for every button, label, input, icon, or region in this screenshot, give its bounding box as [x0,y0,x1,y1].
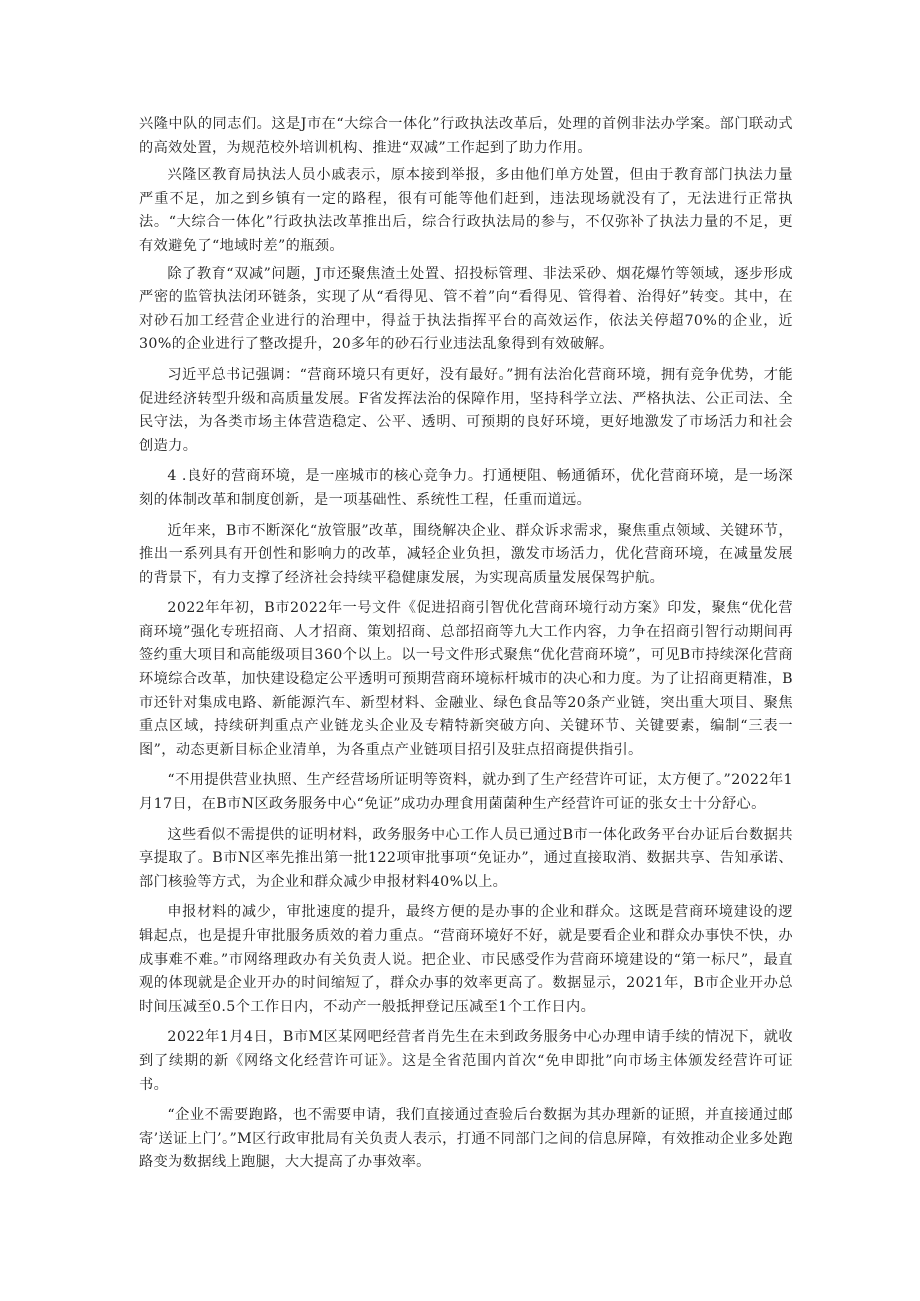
paragraph-9: 这些看似不需提供的证明材料，政务服务中心工作人员已通过B市一体化政务平台办证后台数据共享提取了。B市N区率先推出第一批122项审批事项“免证办”，通过直接取消、数据共享、告知承诺、部门核验等方式，为企业和群众减少申报材料40%以上。 [139,826,793,890]
paragraph-3: 除了教育“双减”问题，J市还聚焦渣土处置、招投标管理、非法采砂、烟花爆竹等领域，逐步形成严密的监管执法闭环链条，实现了从“看得见、管不着”向“看得见、管得着、治得好”转变。其中，在对砂石加工经营企业进行的治理中，得益于执法指挥平台的高效运作，依法关停超70%的企业，近30%的企业进行了整改提升，20多年的砂石行业违法乱象得到有效破解。 [139,265,793,353]
document-page [139,113,793,1175]
paragraph-6: 近年来，B市不断深化“放管服”改革，围绕解决企业、群众诉求需求，聚焦重点领域、关键环节，推出一系列具有开创性和影响力的改革，减轻企业负担，激发市场活力，优化营商环境，在减量发展的背景下，有力支撑了经济社会持续平稳健康发展，为实现高质量发展保驾护航。 [139,522,793,586]
paragraph-7: 2022年年初，B市2022年一号文件《促进招商引智优化营商环境行动方案》印发，聚焦“优化营商环境”强化专班招商、人才招商、策划招商、总部招商等九大工作内容，力争在招商引智行动期间再签约重大项目和高能级项目360个以上。以一号文件形式聚焦“优化营商环境”，可见B市持续深化营商环境综合改革，加快建设稳定公平透明可预期营商环境标杆城市的决心和力度。为了让招商更精准，B市还针对集成电路、新能源汽车、新型材料、金融业、绿色食品等20条产业链，突出重大项目、聚焦重点区域，持续研判重点产业链龙头企业及专精特新突破方向、关键环节、关键要素，编制“三表一图”，动态更新目标企业清单，为各重点产业链项目招引及驻点招商提供指引。 [139,600,793,758]
paragraph-4: 习近平总书记强调：“营商环境只有更好，没有最好。”拥有法治化营商环境，拥有竞争优势，才能促进经济转型升级和高质量发展。F省发挥法治的保障作用，坚持科学立法、严格执法、公正司法、全民守法，为各类市场主体营造稳定、公平、透明、可预期的良好环境，更好地激发了市场活力和社会创造力。 [139,366,793,454]
paragraph-10: 申报材料的减少，审批速度的提升，最终方便的是办事的企业和群众。这既是营商环境建设的逻辑起点，也是提升审批服务质效的着力重点。“营商环境好不好，就是要看企业和群众办事快不快，办成事难不难。”市网络理政办有关负责人说。把企业、市民感受作为营商环境建设的“第一标尺”，最直观的体现就是企业开办的时间缩短了，群众办事的效率更高了。数据显示，2021年，B市企业开办总时间压减至0.5个工作日内，不动产一般抵押登记压减至1个工作日内。 [139,904,793,1015]
paragraph-5: 4 .良好的营商环境，是一座城市的核心竞争力。打通梗阻、畅通循环，优化营商环境，是一场深刻的体制改革和制度创新，是一项基础性、系统性工程，任重而道远。 [139,468,793,508]
paragraph-8: “不用提供营业执照、生产经营场所证明等资料，就办到了生产经营许可证，太方便了。”2022年1月17日，在B市N区政务服务中心“免证”成功办理食用菌菌种生产经营许可证的张女士十分舒心。 [139,772,793,813]
paragraph-11: 2022年1月4日，B市M区某网吧经营者肖先生在未到政务服务中心办理申请手续的情况下，就收到了续期的新《网络文化经营许可证》。这是全省范围内首次“免申即批”向市场主体颁发经营许可证书。 [139,1029,793,1093]
paragraph-1: 兴隆中队的同志们。这是J市在“大综合一体化”行政执法改革后，处理的首例非法办学案。部门联动式的高效处置，为规范校外培训机构、推进“双减”工作起到了助力作用。 [139,116,793,156]
paragraph-2: 兴隆区教育局执法人员小戚表示，原本接到举报，多由他们单方处置，但由于教育部门执法力量严重不足，加之到乡镇有一定的路程，很有可能等他们赶到，违法现场就没有了，无法进行正常执法。“大综合一体化”行政执法改革推出后，综合行政执法局的参与，不仅弥补了执法力量的不足，更有效避免了“地域时差”的瓶颈。 [139,167,793,254]
paragraph-12: “企业不需要跑路，也不需要申请，我们直接通过查验后台数据为其办理新的证照，并直接通过邮寄’送证上门’。”M区行政审批局有关负责人表示，打通不同部门之间的信息屏障，有效推动企业多处跑路变为数据线上跑腿，大大提高了办事效率。 [139,1107,793,1171]
